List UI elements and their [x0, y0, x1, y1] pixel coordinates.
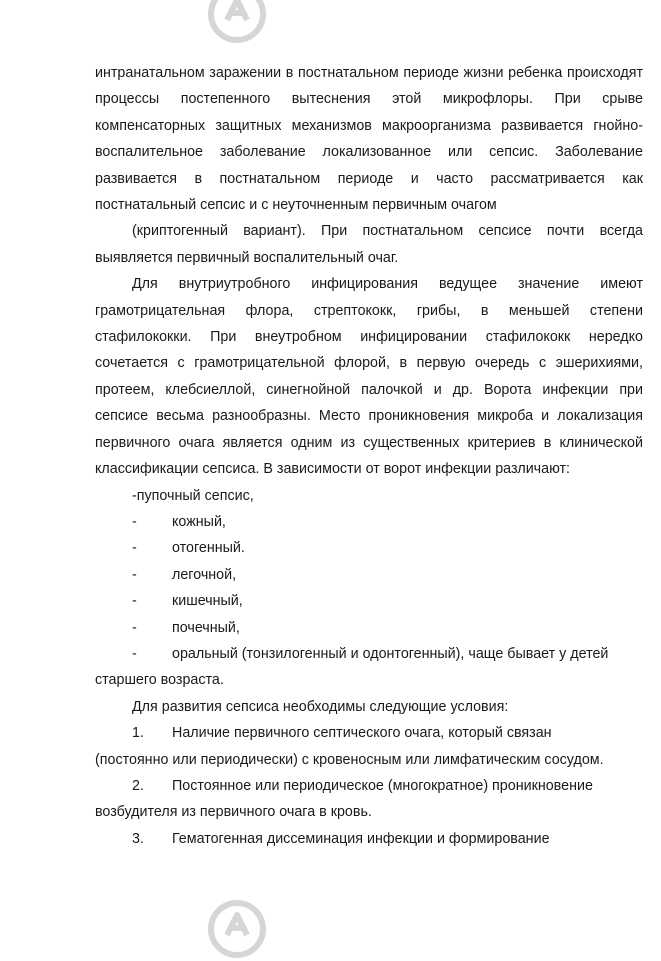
list-marker: - [132, 645, 137, 662]
list-item-text: кишечный, [172, 593, 243, 610]
list-marker: - [132, 566, 137, 583]
numbered-item-text: Гематогенная диссеминация инфекции и формирование [172, 830, 550, 847]
list-item-continuation: старшего возраста. [95, 672, 224, 689]
paragraph: -пупочный сепсис, [132, 487, 254, 504]
paragraph: Для внутриутробного инфицирования ведущее значение имеют грамотрицательная флора, стрептококк, грибы, в меньшей степени стафилококки. При внеутробном инфицировании стафилококк нередко сочетается с грамотрицательной флорой, в первую очередь с эшерихиями, протеем, клебсиеллой, синегнойной палочкой и др. Ворота инфекции при сепсисе весьма разнообразны. Место проникновения микроба и локализация первичного очага является одним из существенных критериев в клинической классификации сепсиса. В зависимости от ворот инфекции различают: [95, 276, 643, 478]
list-number: 1. [132, 725, 144, 742]
list-item [95, 509, 643, 535]
list-item [95, 535, 643, 561]
list-item-text: почечный, [172, 619, 240, 636]
numbered-item-continuation: (постоянно или периодически) с кровеносным или лимфатическим сосудом. [95, 751, 604, 768]
list-item [95, 562, 643, 588]
list-item [95, 588, 643, 614]
list-item [95, 641, 643, 667]
paragraph: интранатальном заражении в постнатальном периоде жизни ребенка происходят процессы постепенного вытеснения этой микрофлоры. При срыве компенсаторных защитных механизмов макроорганизма развивается гнойно-воспалительное заболевание локализованное или сепсис. Заболевание развивается в постнатальном периоде и часто рассматривается как постнатальный сепсис и с неуточненным первичным очагом [95, 65, 643, 214]
list-item [95, 615, 643, 641]
numbered-item [95, 720, 643, 746]
list-number: 2. [132, 777, 144, 794]
paragraph: (криптогенный вариант). При постнатальном сепсисе почти всегда выявляется первичный воспалительный очаг. [95, 223, 643, 266]
document-body [95, 60, 643, 852]
list-marker: - [132, 593, 137, 610]
numbered-item-continuation: возбудителя из первичного очага в кровь. [95, 804, 372, 821]
list-marker: - [132, 513, 137, 530]
list-item-text: легочной, [172, 566, 237, 583]
numbered-item-text: Постоянное или периодическое (многократное) проникновение [172, 777, 593, 794]
list-number: 3. [132, 830, 144, 847]
conditions-intro: Для развития сепсиса необходимы следующие условия: [132, 698, 509, 715]
watermark-logo-icon [205, 0, 269, 46]
list-item-text: кожный, [172, 513, 226, 530]
numbered-item [95, 826, 643, 852]
numbered-item-text: Наличие первичного септического очага, который связан [172, 725, 552, 742]
list-marker: - [132, 540, 137, 557]
watermark-logo-icon [205, 897, 269, 961]
list-item-text: отогенный. [172, 540, 245, 557]
list-item-text: оральный (тонзилогенный и одонтогенный), чаще бывает у детей [172, 645, 609, 662]
list-marker: - [132, 619, 137, 636]
numbered-item [95, 773, 643, 799]
